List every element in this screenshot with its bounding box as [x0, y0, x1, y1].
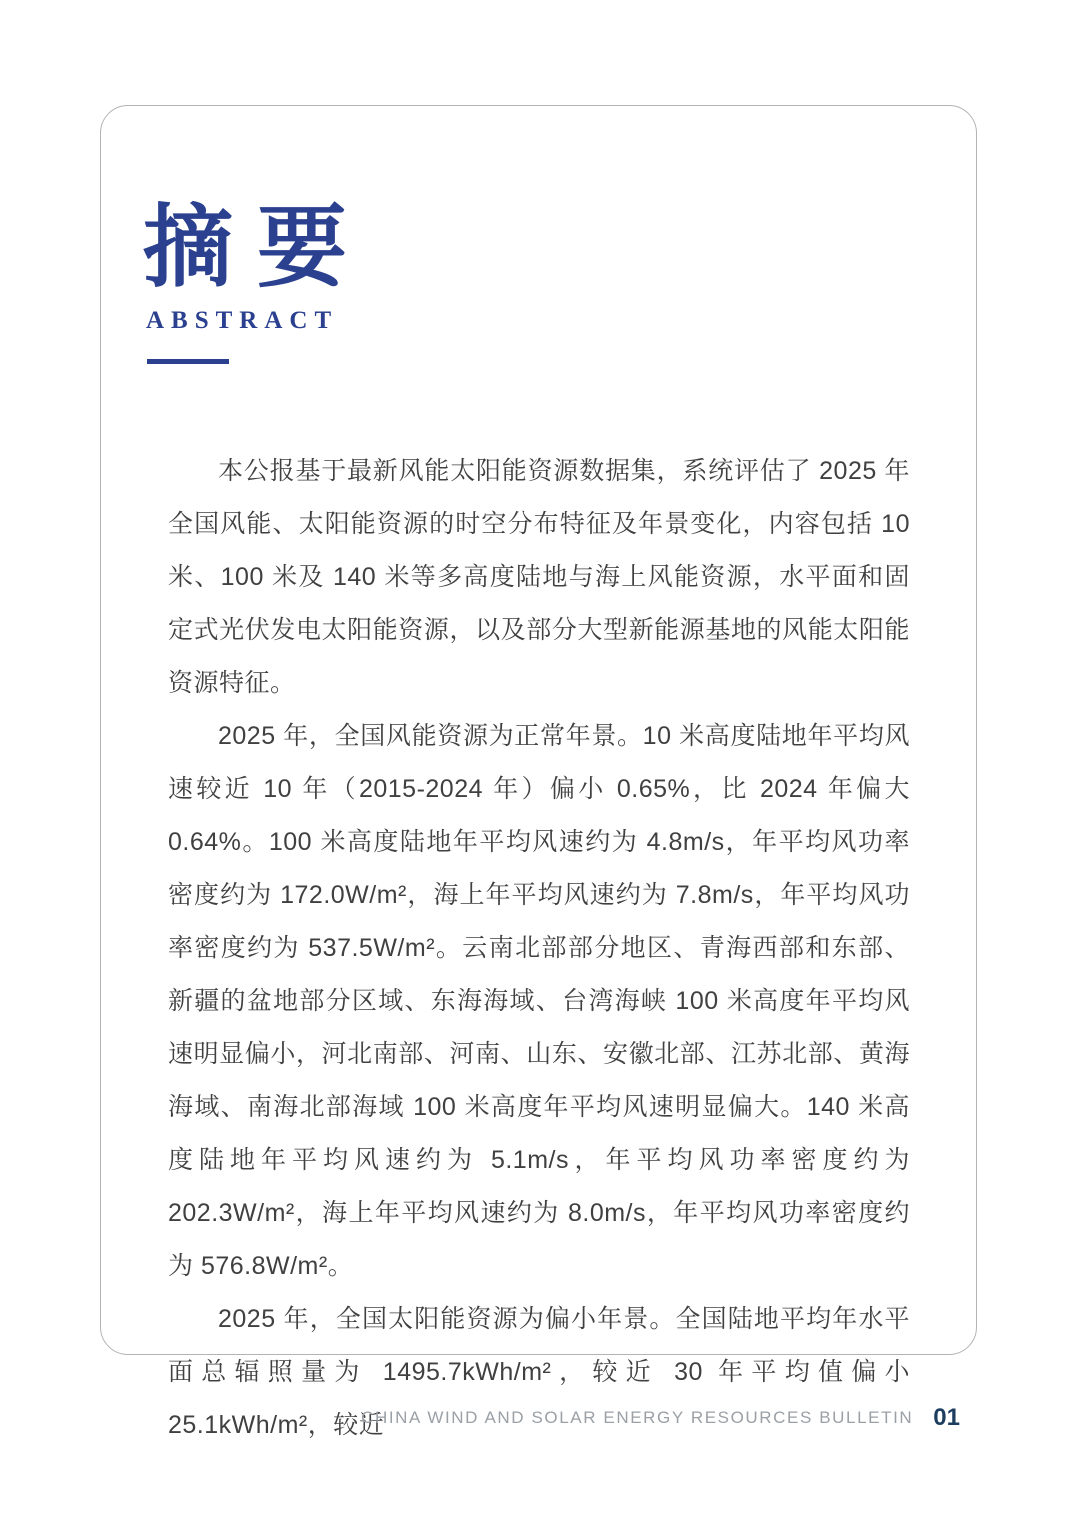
abstract-body — [168, 445, 910, 1452]
page-title-chinese: 摘要 — [143, 199, 371, 298]
title-underline — [147, 359, 229, 364]
footer-bulletin-name: CHINA WIND AND SOLAR ENERGY RESOURCES BULLETIN — [361, 1408, 914, 1427]
page-title-english: ABSTRACT — [146, 307, 339, 334]
abstract-paragraph: 2025 年，全国太阳能资源为偏小年景。全国陆地平均年水平面总辐照量为 1495.7kWh/m²，较近 30 年平均值偏小 25.1kWh/m²，较近 — [168, 1305, 910, 1439]
abstract-paragraph: 本公报基于最新风能太阳能资源数据集，系统评估了 2025 年全国风能、太阳能资源的时空分布特征及年景变化，内容包括 10 米、100 米及 140 米等多高度陆地与海上风能资源，水平面和固定式光伏发电太阳能资源，以及部分大型新能源基地的风能太阳能资源特征。 — [168, 457, 910, 697]
footer-page-number: 01 — [933, 1404, 960, 1431]
page-footer — [361, 1404, 960, 1432]
abstract-paragraph: 2025 年，全国风能资源为正常年景。10 米高度陆地年平均风速较近 10 年（2015-2024 年）偏小 0.65%，比 2024 年偏大 0.64%。100 米高度陆地年平均风速约为 4.8m/s，年平均风功率密度约为 172.0W/m²，海上年平均风速约为 7.8m/s，年平均风功率密度约为 537.5W/m²。云南北部部分地区、青海西部和东部、新疆的盆地部分区域、东海海域、台湾海峡 100 米高度年平均风速明显偏小，河北南部、河南、山东、安徽北部、江苏北部、黄海海域、南海北部海域 100 米高度年平均风速明显偏大。140 米高度陆地年平均风速约为 5.1m/s，年平均风功率密度约为 202.3W/m²，海上年平均风速约为 8.0m/s，年平均风功率密度约为 576.8W/m²。 — [168, 722, 910, 1280]
